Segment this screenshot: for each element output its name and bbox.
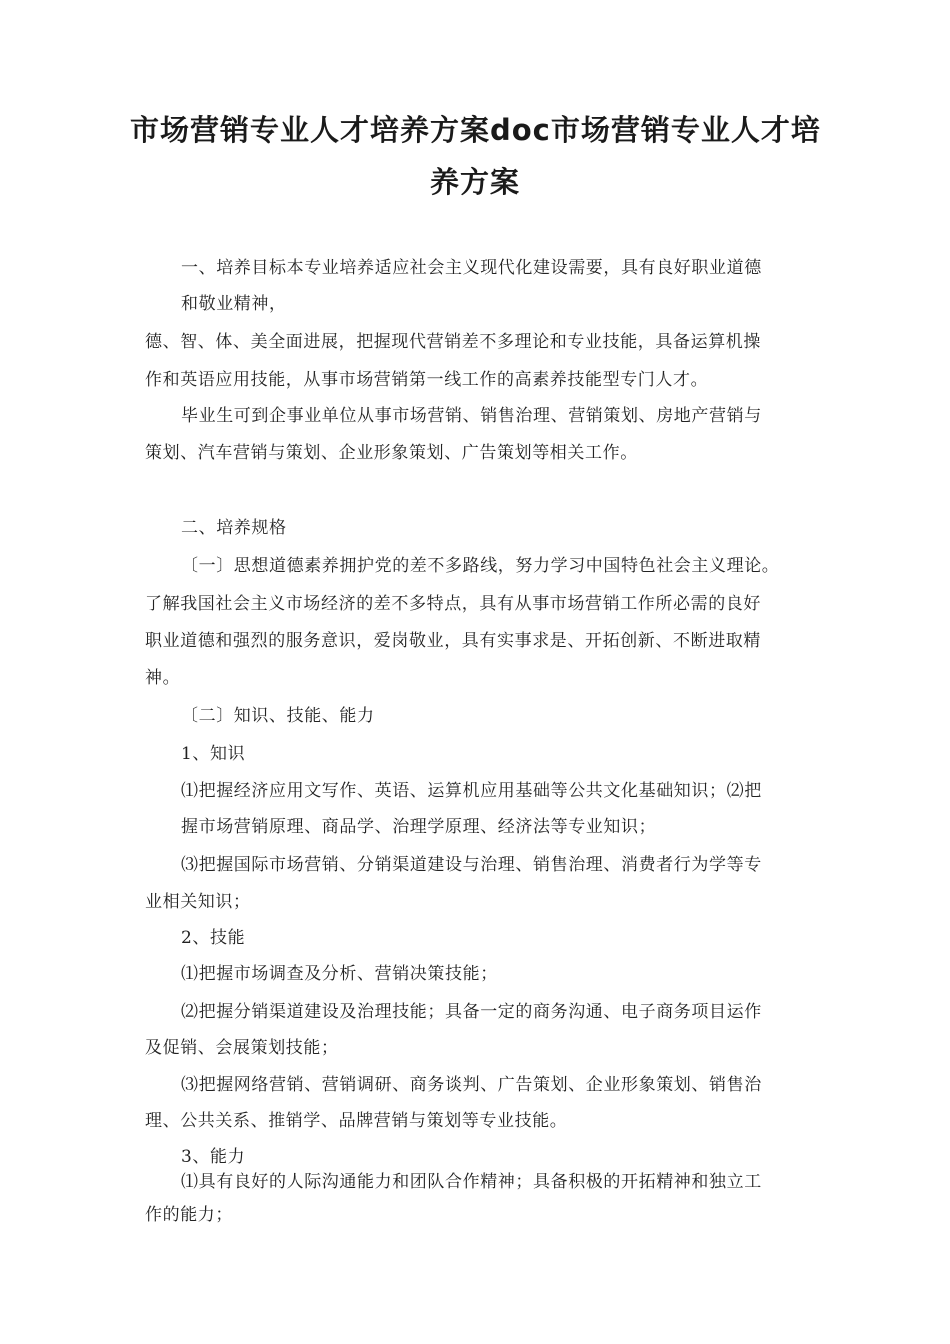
paragraph-line: 理、公共关系、推销学、品牌营销与策划等专业技能。 <box>145 1111 568 1131</box>
subsection-heading: 2、技能 <box>181 928 246 948</box>
document-title-line-2: 养方案 <box>430 165 521 199</box>
paragraph-line: 及促销、会展策划技能； <box>145 1038 339 1058</box>
paragraph-line: ⑴把握市场调查及分析、营销决策技能； <box>181 964 498 984</box>
paragraph-line: ⑴把握经济应用文写作、英语、运算机应用基础等公共文化基础知识；⑵把 <box>181 781 762 801</box>
paragraph-line: ⑴具有良好的人际沟通能力和团队合作精神；具备积极的开拓精神和独立工 <box>181 1172 762 1192</box>
subsection-heading: 3、能力 <box>181 1147 246 1167</box>
paragraph-line: 和敬业精神， <box>181 294 287 314</box>
paragraph-line: ⑶把握网络营销、营销调研、商务谈判、广告策划、企业形象策划、销售治 <box>181 1075 762 1095</box>
paragraph-line: 业相关知识； <box>145 892 251 912</box>
paragraph-line: 了解我国社会主义市场经济的差不多特点，具有从事市场营销工作所必需的良好 <box>145 594 761 614</box>
paragraph-line: ⑶把握国际市场营销、分销渠道建设与治理、销售治理、消费者行为学等专 <box>181 855 762 875</box>
paragraph-line: 毕业生可到企事业单位从事市场营销、销售治理、营销策划、房地产营销与 <box>181 406 762 426</box>
paragraph-line: 神。 <box>145 668 181 688</box>
paragraph-line: 作和英语应用技能，从事市场营销第一线工作的高素养技能型专门人才。 <box>145 370 709 390</box>
section-heading: 二、培养规格 <box>181 518 287 538</box>
paragraph-line: 〔一〕思想道德素养拥护党的差不多路线，努力学习中国特色社会主义理论。 <box>181 556 780 576</box>
paragraph-line: 策划、汽车营销与策划、企业形象策划、广告策划等相关工作。 <box>145 443 638 463</box>
document-title-line-1: 市场营销专业人才培养方案doc市场营销专业人才培 <box>130 113 821 147</box>
paragraph-line: 一、培养目标本专业培养适应社会主义现代化建设需要，具有良好职业道德 <box>181 258 762 278</box>
subsection-heading: 〔二〕知识、技能、能力 <box>181 706 375 726</box>
subsection-heading: 1、知识 <box>181 744 246 764</box>
paragraph-line: 职业道德和强烈的服务意识，爱岗敬业，具有实事求是、开拓创新、不断进取精 <box>145 631 761 651</box>
paragraph-line: 德、智、体、美全面进展，把握现代营销差不多理论和专业技能，具备运算机操 <box>145 332 761 352</box>
paragraph-line: 握市场营销原理、商品学、治理学原理、经济法等专业知识； <box>181 817 657 837</box>
paragraph-line: ⑵把握分销渠道建设及治理技能；具备一定的商务沟通、电子商务项目运作 <box>181 1002 762 1022</box>
paragraph-line: 作的能力； <box>145 1205 233 1225</box>
